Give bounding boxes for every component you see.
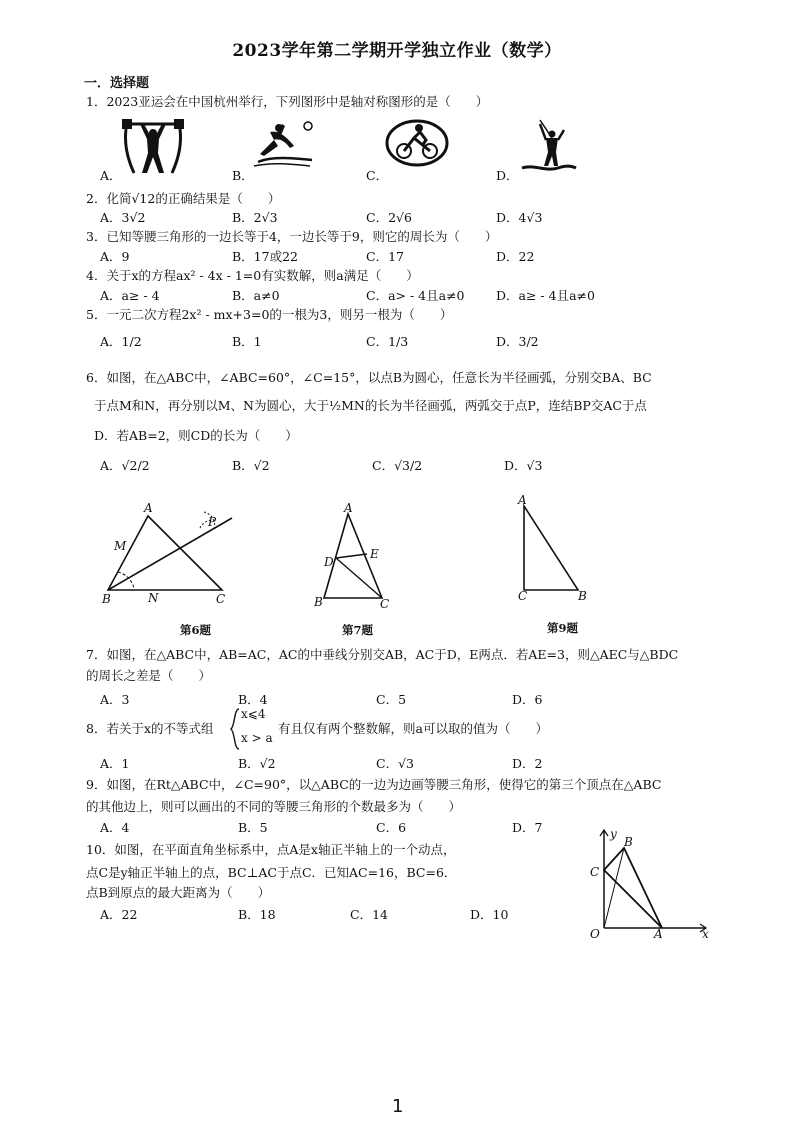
q9-option-b[interactable]: B．5 [238, 820, 268, 835]
q8-option-a[interactable]: A．1 [100, 756, 130, 771]
fig6-label-b: B [102, 592, 111, 606]
q4-option-b[interactable]: B．a≠0 [232, 288, 280, 303]
fig7-label-a: A [344, 501, 353, 515]
fig10-label-x: x [702, 927, 709, 941]
fig7-label-d: D [324, 555, 334, 569]
fig7-label-e: E [370, 547, 379, 561]
golf-icon [520, 116, 576, 174]
weightlifting-icon [120, 115, 186, 175]
fig9-label-a: A [518, 493, 527, 507]
brace-icon [230, 708, 240, 750]
q6-option-b[interactable]: B．√2 [232, 458, 270, 473]
q5-option-c[interactable]: C．1/3 [366, 334, 409, 349]
question-10-line-1: 10．如图，在平面直角坐标系中，点A是x轴正半轴上的一个动点， [86, 842, 456, 857]
q7-option-b[interactable]: B．4 [238, 692, 268, 707]
question-10-line-2: 点C是y轴正半轴上的点，BC⊥AC于点C．已知AC=16，BC=6． [86, 865, 457, 880]
fig10-label-b: B [624, 835, 633, 849]
q3-option-a[interactable]: A．9 [100, 249, 130, 264]
q1-option-b[interactable]: B． [232, 168, 254, 183]
fig6-label-a: A [144, 501, 153, 515]
section-heading: 一．选择题 [84, 76, 150, 91]
q2-option-b[interactable]: B．2√3 [232, 210, 278, 225]
q8-system-line-2: x > a [241, 731, 273, 745]
figure-6-caption: 第6题 [180, 623, 212, 637]
figure-6 [100, 500, 240, 610]
fig7-label-c: C [380, 597, 390, 611]
q8-option-b[interactable]: B．√2 [238, 756, 276, 771]
q9-option-a[interactable]: A．4 [100, 820, 130, 835]
page-title: 2023学年第二学期开学独立作业（数学） [232, 41, 562, 61]
q1-option-c[interactable]: C． [366, 168, 389, 183]
question-1-stem: 1．2023亚运会在中国杭州举行，下列图形中是轴对称图形的是（ ） [86, 94, 489, 109]
q10-option-d[interactable]: D．10 [470, 907, 509, 922]
q6-option-d[interactable]: D．√3 [504, 458, 543, 473]
cycling-icon [386, 118, 448, 168]
question-8-prefix: 8．若关于x的不等式组 [86, 721, 214, 736]
fig7-label-b: B [314, 595, 323, 609]
q10-option-a[interactable]: A．22 [100, 907, 138, 922]
question-9-line-1: 9．如图，在Rt△ABC中，∠C=90°，以△ABC的一边为边画等腰三角形，使得它的第三个顶点在△ABC [86, 777, 662, 792]
volleyball-icon [252, 118, 316, 170]
q7-option-d[interactable]: D．6 [512, 692, 543, 707]
question-9-line-2: 的其他边上，则可以画出的不同的等腰三角形的个数最多为（ ） [86, 799, 462, 814]
question-6-line-3: D．若AB=2，则CD的长为（ ） [94, 428, 298, 443]
fig10-label-y: y [610, 827, 617, 841]
figure-9 [512, 494, 592, 606]
q9-option-c[interactable]: C．6 [376, 820, 407, 835]
q1-option-d[interactable]: D． [496, 168, 519, 183]
q4-option-a[interactable]: A．a≥ - 4 [100, 288, 160, 303]
q8-option-d[interactable]: D．2 [512, 756, 543, 771]
fig10-label-c: C [590, 865, 600, 879]
question-6-line-2: 于点M和N，再分别以M、N为圆心，大于½MN的长为半径画弧，两弧交于点P，连结BP交AC于点 [94, 398, 647, 413]
fig10-label-o: O [590, 927, 600, 941]
q2-option-d[interactable]: D．4√3 [496, 210, 543, 225]
q2-option-a[interactable]: A．3√2 [100, 210, 146, 225]
q6-option-a[interactable]: A．√2/2 [100, 458, 150, 473]
question-2-stem: 2．化简√12的正确结果是（ ） [86, 191, 281, 206]
q5-option-d[interactable]: D．3/2 [496, 334, 539, 349]
q9-option-d[interactable]: D．7 [512, 820, 543, 835]
q3-option-c[interactable]: C．17 [366, 249, 404, 264]
fig9-label-b: B [578, 589, 587, 603]
q2-option-c[interactable]: C．2√6 [366, 210, 412, 225]
question-7-line-1: 7．如图，在△ABC中，AB=AC，AC的中垂线分别交AB，AC于D，E两点．若AE=3，则△AEC与△BDC [86, 647, 679, 662]
q1-option-a[interactable]: A． [100, 168, 122, 183]
fig10-label-a: A [654, 927, 663, 941]
question-4-stem: 4．关于x的方程ax² - 4x - 1=0有实数解，则a满足（ ） [86, 268, 419, 283]
figure-7 [310, 501, 400, 612]
q8-option-c[interactable]: C．√3 [376, 756, 414, 771]
q7-option-c[interactable]: C．5 [376, 692, 407, 707]
figure-10 [584, 828, 714, 940]
question-6-line-1: 6．如图，在△ABC中，∠ABC=60°，∠C=15°，以点B为圆心，任意长为半径画弧，分别交BA、BC [86, 370, 652, 385]
fig6-label-m: M [114, 539, 127, 553]
q5-option-a[interactable]: A．1/2 [100, 334, 142, 349]
fig6-label-n: N [148, 591, 159, 605]
fig6-label-c: C [216, 592, 226, 606]
page-number: 1 [392, 1096, 404, 1117]
question-5-stem: 5．一元二次方程2x² - mx+3=0的一根为3，则另一根为（ ） [86, 307, 453, 322]
fig6-label-p: P [208, 515, 217, 529]
q6-option-c[interactable]: C．√3/2 [372, 458, 423, 473]
q3-option-b[interactable]: B．17或22 [232, 249, 298, 264]
question-7-line-2: 的周长之差是（ ） [86, 668, 212, 683]
q4-option-d[interactable]: D．a≥ - 4且a≠0 [496, 288, 595, 303]
fig9-label-c: C [518, 589, 528, 603]
question-3-stem: 3．已知等腰三角形的一边长等于4，一边长等于9，则它的周长为（ ） [86, 229, 498, 244]
question-10-line-3: 点B到原点的最大距离为（ ） [86, 885, 271, 900]
q10-option-c[interactable]: C．14 [350, 907, 388, 922]
q10-option-b[interactable]: B．18 [238, 907, 276, 922]
q7-option-a[interactable]: A．3 [100, 692, 130, 707]
q4-option-c[interactable]: C．a> - 4且a≠0 [366, 288, 465, 303]
question-8-suffix: 有且仅有两个整数解，则a可以取的值为（ ） [278, 721, 548, 736]
q3-option-d[interactable]: D．22 [496, 249, 535, 264]
figure-9-caption: 第9题 [547, 621, 579, 635]
q8-system-line-1: x⩽4 [241, 707, 266, 721]
q5-option-b[interactable]: B．1 [232, 334, 262, 349]
figure-7-caption: 第7题 [342, 623, 374, 637]
